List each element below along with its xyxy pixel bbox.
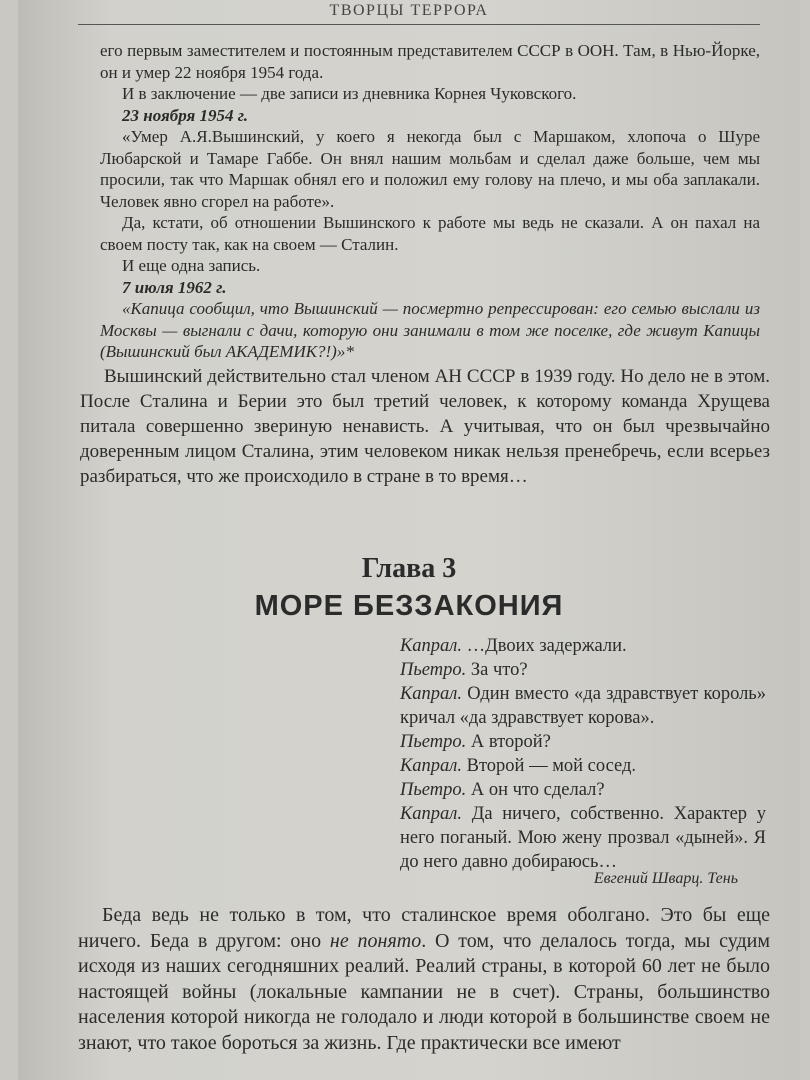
diary-quote: «Умер А.Я.Вышинский, у коего я некогда был с Маршаком, хлопоча о Шуре Любарской и Тамаре Габбе. Он внял нашим мольбам и сделал даже больше, чем мы просили, так что Маршак обнял его и положил ему голову на плечо, и мы оба заплакали. Человек явно сгорел на работе». <box>100 127 760 211</box>
chapter-body <box>78 903 770 1056</box>
speaker: Пьетро. <box>400 732 467 752</box>
epigraph-line <box>400 658 766 682</box>
text-run: Беда ведь не только в том, что сталинское время оболгано. Это бы еще ничего. Беда в другом: оно <box>78 904 770 952</box>
diary-quote: «Капица сообщил, что Вышинский — посмертно репрессирован: его семью выслали из Москвы — выгнали с дачи, которую они занимали в том же поселке, где живут Капицы (Вышинский был АКАДЕМИК?!)»* <box>100 299 760 361</box>
epigraph-line <box>400 682 766 730</box>
running-head: ТВОРЦЫ ТЕРРОРА <box>329 2 489 19</box>
text-run: . О том, что делалось тогда, мы судим исходя из наших сегодняшних реалий. Реалий страны, в которой 60 лет не было настоящей войны (локальные кампании не в счет). Страны, большинство населения которой никогда не голодало и люди которой в большинстве своем не знают, что такое бороться за жизнь. Где практически все имеют <box>78 929 771 1054</box>
line-text: …Двоих задержали. <box>461 636 627 656</box>
speaker: Пьетро. <box>400 660 467 680</box>
speaker: Пьетро. <box>400 780 467 800</box>
diary-date: 7 июля 1962 г. <box>122 277 227 297</box>
epigraph-line <box>400 634 766 658</box>
emphasis: не понято <box>329 929 422 952</box>
main-text-block <box>80 364 770 489</box>
epigraph-line <box>400 754 766 778</box>
speaker: Капрал. <box>400 804 462 824</box>
line-text: Один вместо «да здравствует король» кричал «да здравствует корова». <box>400 684 766 728</box>
line-text: За что? <box>466 660 528 680</box>
upper-text-block <box>100 40 760 363</box>
paragraph: Вышинский действительно стал членом АН СССР в 1939 году. Но дело не в этом. После Сталина и Берии это был третий человек, к которому команда Хрущева питала совершенно звериную ненависть. А учитывая, что он был чрезвычайно доверенным лицом Сталина, этим человеком никак нельзя пренебречь, если всерьез разбираться, что же происходило в стране в то время… <box>80 366 770 487</box>
line-text: Да ничего, собственно. Характер у него поганый. Мою жену прозвал «дыней». Я до него давно добираюсь… <box>400 804 766 872</box>
epigraph-line <box>400 778 766 802</box>
epigraph-source: Евгений Шварц. Тень <box>593 870 738 887</box>
epigraph-line <box>400 730 766 754</box>
speaker: Капрал. <box>400 636 462 656</box>
chapter-number: Глава 3 <box>361 553 457 584</box>
diary-date: 23 ноября 1954 г. <box>122 105 249 125</box>
paragraph: его первым заместителем и постоянным представителем СССР в ООН. Там, в Нью-Йорке, он и умер 22 ноября 1954 года. <box>100 41 760 82</box>
chapter-title: МОРЕ БЕЗЗАКОНИЯ <box>254 590 564 622</box>
book-page <box>18 0 800 1080</box>
paragraph <box>78 903 770 1056</box>
header-rule <box>78 24 760 25</box>
paragraph: Да, кстати, об отношении Вышинского к работе мы ведь не сказали. А он пахал на своем посту так, как на своем — Сталин. <box>100 213 760 254</box>
line-text: А он что сделал? <box>466 780 605 800</box>
line-text: Второй — мой сосед. <box>461 756 637 776</box>
line-text: А второй? <box>466 732 551 752</box>
paragraph: И еще одна запись. <box>122 256 261 275</box>
speaker: Капрал. <box>400 684 462 704</box>
paragraph: И в заключение — две записи из дневника Корнея Чуковского. <box>122 84 577 103</box>
epigraph <box>400 634 766 874</box>
epigraph-line <box>400 802 766 874</box>
speaker: Капрал. <box>400 756 462 776</box>
